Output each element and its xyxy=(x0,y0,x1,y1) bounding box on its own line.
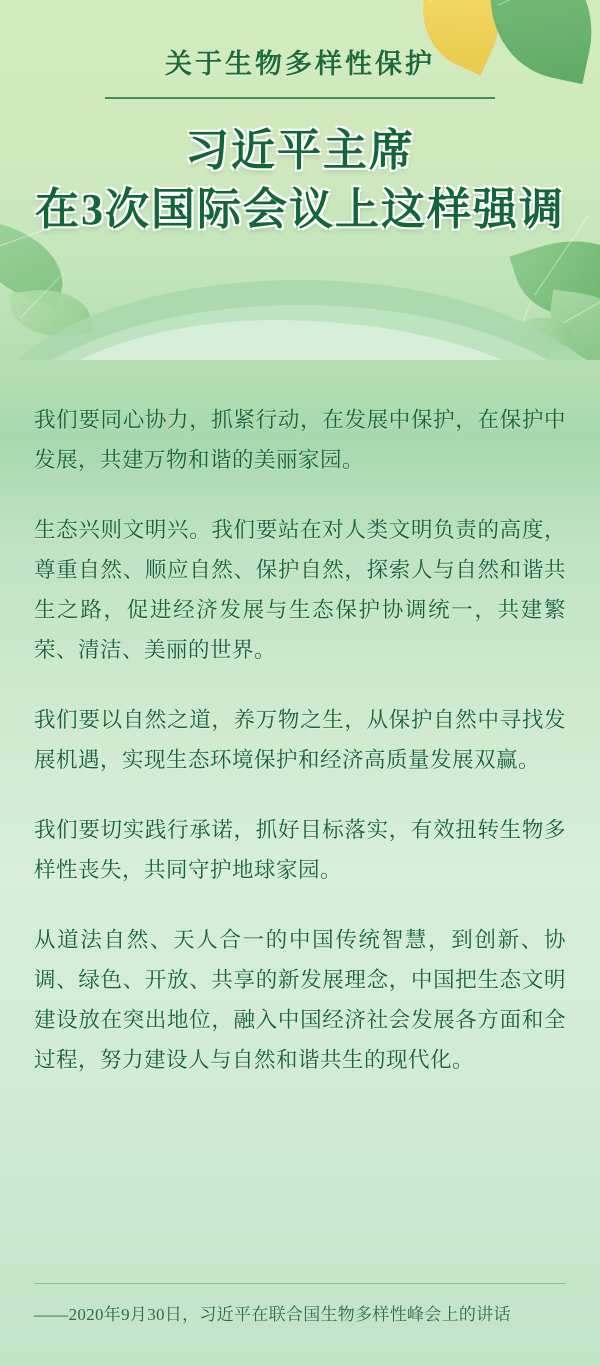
page-title xyxy=(0,121,600,240)
paragraph: 生态兴则文明兴。我们要站在对人类文明负责的高度，尊重自然、顺应自然、保护自然，探索人与自然和谐共生之路，促进经济发展与生态保护协调统一，共建繁荣、清洁、美丽的世界。 xyxy=(34,518,566,662)
paragraph: 从道法自然、天人合一的中国传统智慧，到创新、协调、绿色、开放、共享的新发展理念，中国把生态文明建设放在突出地位，融入中国经济社会发展各方面和全过程，努力建设人与自然和谐共生的现代化。 xyxy=(34,928,566,1072)
paragraph: 我们要切实践行承诺，抓好目标落实，有效扭转生物多样性丧失，共同守护地球家园。 xyxy=(34,818,566,882)
title-divider xyxy=(105,97,495,99)
page-title-line-1: 习近平主席 xyxy=(185,126,415,175)
title-block xyxy=(0,0,600,240)
body-content xyxy=(0,400,600,1080)
page-title-line-2: 在3次国际会议上这样强调 xyxy=(35,185,565,235)
paragraph: 我们要以自然之道，养万物之生，从保护自然中寻找发展机遇，实现生态环境保护和经济高质量发展双赢。 xyxy=(34,708,566,772)
paragraph: 我们要同心协力，抓紧行动，在发展中保护，在保护中发展，共建万物和谐的美丽家园。 xyxy=(34,408,566,472)
source-citation: ——2020年9月30日，习近平在联合国生物多样性峰会上的讲话 xyxy=(34,1305,511,1324)
footer-divider xyxy=(34,1283,566,1284)
footer-block xyxy=(34,1283,566,1330)
kicker-text: 关于生物多样性保护 xyxy=(165,49,435,79)
